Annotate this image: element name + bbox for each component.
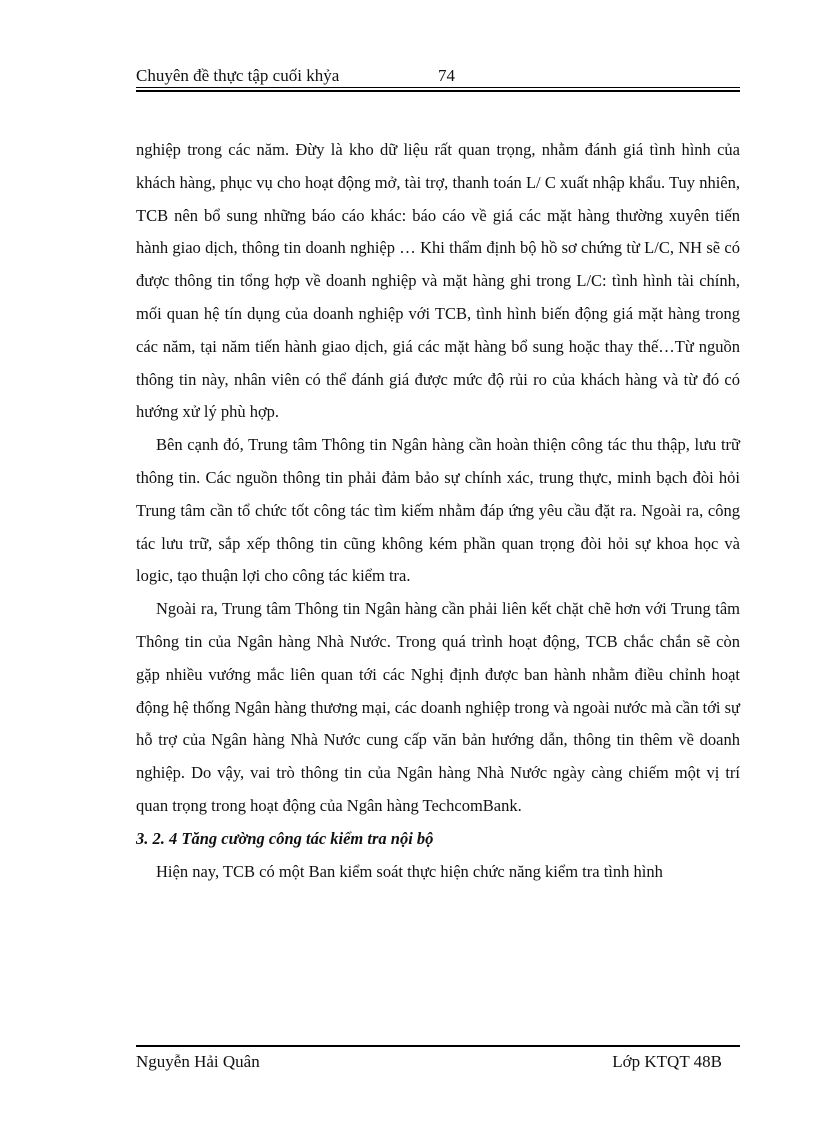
- footer-class: Lớp KTQT 48B: [612, 1052, 722, 1071]
- body-paragraph: Ngoài ra, Trung tâm Thông tin Ngân hàng cần phải liên kết chặt chẽ hơn với Trung tâm Thông tin của Ngân hàng Nhà Nước. Trong quá trình hoạt động, TCB chắc chắn sẽ còn gặp nhiều vướng mắc liên quan tới các Nghị định được ban hành nhằm điều chỉnh hoạt động hệ thống Ngân hàng thương mại, các doanh nghiệp trong và ngoài nước mà cần tới sự hỗ trợ của Ngân hàng Nhà Nước cung cấp văn bản hướng dẫn, thông tin thêm về doanh nghiệp. Do vậy, vai trò thông tin của Ngân hàng Nhà Nước ngày càng chiếm một vị trí quan trọng trong hoạt động của Ngân hàng TechcomBank.: [136, 599, 740, 815]
- section-heading: 3. 2. 4 Tăng cường công tác kiểm tra nội bộ: [136, 828, 434, 848]
- header-rule-thick: [136, 90, 740, 92]
- footer-author: Nguyễn Hải Quân: [136, 1052, 260, 1071]
- header-rule-thin: [136, 87, 740, 88]
- page-header: [136, 64, 740, 88]
- footer-rule: [136, 1045, 740, 1047]
- body-paragraph-continued: nghiệp trong các năm. Đừy là kho dữ liệu rất quan trọng, nhằm đánh giá tình hình của khách hàng, phục vụ cho hoạt động mở, tài trợ, thanh toán L/ C xuất nhập khẩu. Tuy nhiên, TCB nên bổ sung những báo cáo khác: báo cáo về giá các mặt hàng thường xuyên tiến hành giao dịch, thông tin doanh nghiệp … Khi thẩm định bộ hồ sơ chứng từ L/C, NH sẽ có được thông tin tổng hợp về doanh nghiệp và mặt hàng ghi trong L/C: tình hình tài chính, mối quan hệ tín dụng của doanh nghiệp với TCB, tình hình biến động giá mặt hàng trong các năm, tại năm tiến hành giao dịch, giá các mặt hàng bổ sung hoặc thay thế…Từ nguồn thông tin này, nhân viên có thể đánh giá được mức độ rủi ro của khách hàng và từ đó có hướng xử lý phù hợp.: [136, 140, 740, 422]
- body-paragraph: Bên cạnh đó, Trung tâm Thông tin Ngân hàng cần hoàn thiện công tác thu thập, lưu trữ thông tin. Các nguồn thông tin phải đảm bảo sự chính xác, trung thực, minh bạch đòi hỏi Trung tâm cần tổ chức tốt công tác tìm kiếm nhằm đáp ứng yêu cầu đặt ra. Ngoài ra, công tác lưu trữ, sắp xếp thông tin cũng không kém phần quan trọng đòi hỏi sự khoa học và logic, tạo thuận lợi cho công tác kiểm tra.: [136, 435, 740, 586]
- page-body: [136, 134, 740, 888]
- page-number: 74: [438, 66, 455, 85]
- body-paragraph: Hiện nay, TCB có một Ban kiểm soát thực hiện chức năng kiểm tra tình hình: [156, 861, 663, 881]
- document-title: Chuyên đề thực tập cuối khỷa: [136, 66, 340, 85]
